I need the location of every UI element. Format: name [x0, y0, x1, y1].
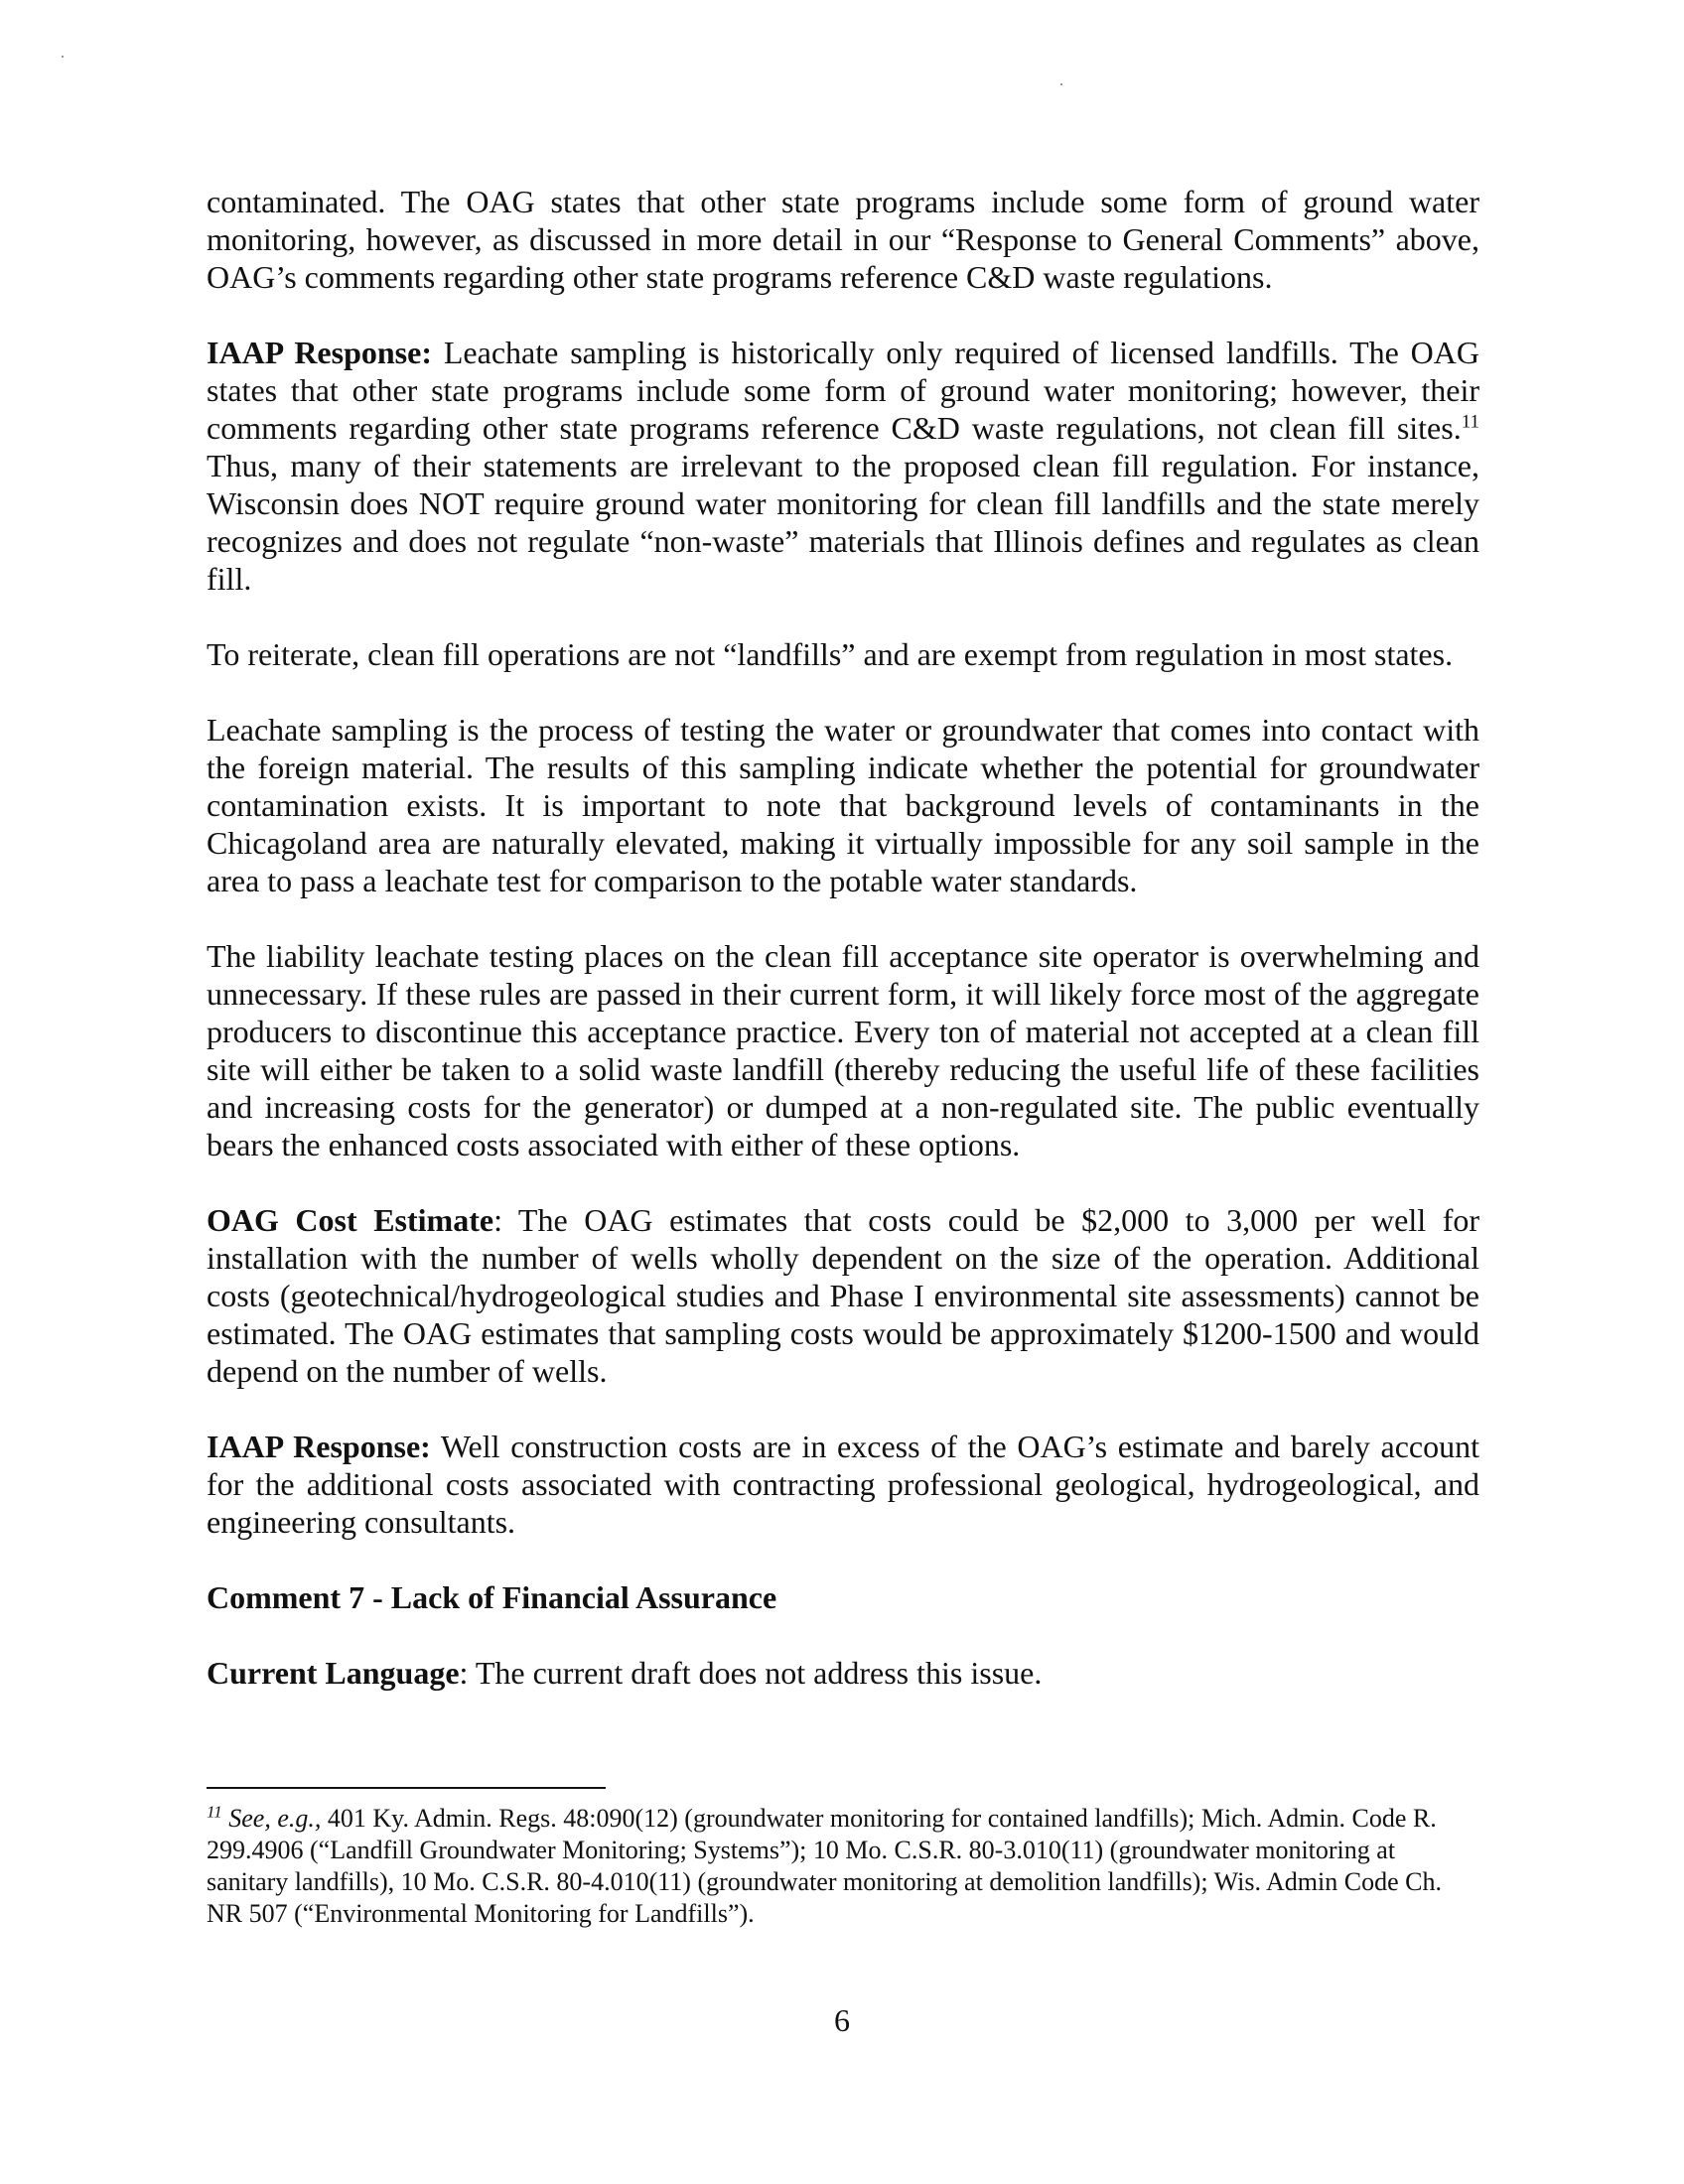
footnote-see-eg: See, e.g., — [228, 1804, 322, 1833]
scan-speck — [62, 56, 64, 58]
section-heading-comment-7: Comment 7 - Lack of Financial Assurance — [207, 1579, 777, 1615]
iaap-response-label: IAAP Response: — [207, 335, 432, 370]
body-text — [207, 183, 1479, 1729]
scan-speck — [1060, 83, 1062, 85]
paragraph-liability: The liability leachate testing places on the clean fill acceptance site operator is overwhelming and unnecessary. If these rules are passed in their current form, it will likely force most of the aggregate producers to discontinue this acceptance practice. Every ton of material not accepted at a clean fill site will either be taken to a solid waste landfill (thereby reducing the useful life of these facilities and increasing costs for the generator) or dumped at a non-regulated site. The public eventually bears the enhanced costs associated with either of these options. — [207, 938, 1479, 1162]
current-language-text: : The current draft does not address this issue. — [459, 1655, 1043, 1691]
paragraph-reiterate: To reiterate, clean fill operations are not “landfills” and are exempt from regulation in most states. — [207, 636, 1454, 672]
page-number: 6 — [834, 2002, 850, 2038]
paragraph-leachate-sampling: Leachate sampling is the process of testing the water or groundwater that comes into contact with the foreign material. The results of this sampling indicate whether the potential for groundwater contamination exists. It is important to note that background levels of contaminants in the Chicagoland area are naturally elevated, making it virtually impossible for any soil sample in the area to pass a leachate test for comparison to the potable water standards. — [207, 712, 1479, 898]
current-language-label: Current Language — [207, 1655, 460, 1691]
footnote-reference-11[interactable]: 11 — [1461, 411, 1479, 433]
paragraph-current-language — [207, 1654, 1479, 1692]
footnote-marker: 11 — [207, 1802, 222, 1822]
footnote-text: 401 Ky. Admin. Regs. 48:090(12) (groundwater monitoring for contained landfills); Mich. Admin. Code R. 299.4906 (“Landfill Groundwater Monitoring; Systems”); 10 Mo. C.S.R. 80-3.010(11) (groundwater monitoring at sanitary landfills), 10 Mo. C.S.R. 80-4.010(11) (groundwater monitoring at demolition landfills); Wis. Admin Code Ch. NR 507 (“Environmental Monitoring for Landfills”). — [207, 1804, 1442, 1928]
paragraph-iaap-response-1 — [207, 334, 1479, 598]
paragraph-contaminated: contaminated. The OAG states that other state programs include some form of ground water monitoring, however, as discussed in more detail in our “Response to General Comments” above, OAG’s comments regarding other state programs reference C&D waste regulations. — [207, 184, 1479, 295]
iaap-response-text: Well construction costs are in excess of the OAG’s estimate and barely account for the additional costs associated with contracting professional geological, hydrogeological, and engineering consultants. — [207, 1429, 1480, 1540]
paragraph-iaap-response-2 — [207, 1428, 1479, 1541]
oag-cost-estimate-text: : The OAG estimates that costs could be $2,000 to 3,000 per well for installation with the number of wells wholly dependent on the size of the operation. Additional costs (geotechnical/hydrogeological studies and Phase I environmental site assessments) cannot be estimated. The OAG estimates that sampling costs would be approximately $1200-1500 and would depend on the number of wells. — [207, 1202, 1480, 1389]
footnote-separator — [207, 1787, 606, 1789]
iaap-response-text-b: Thus, many of their statements are irrelevant to the proposed clean fill regulation. For instance, Wisconsin does NOT require ground water monitoring for clean fill landfills and the state merely recognizes and does not regulate “non-waste” materials that Illinois defines and regulates as clean fill. — [207, 448, 1479, 597]
footnote-11 — [207, 1803, 1479, 1930]
paragraph-oag-cost-estimate — [207, 1201, 1479, 1390]
iaap-response-text-a: Leachate sampling is historically only required of licensed landfills. The OAG states that other state programs include some form of ground water monitoring; however, their comments regarding other state programs reference C&D waste regulations, not clean fill sites. — [207, 335, 1480, 446]
oag-cost-estimate-label: OAG Cost Estimate — [207, 1202, 494, 1238]
iaap-response-label: IAAP Response: — [207, 1429, 431, 1464]
